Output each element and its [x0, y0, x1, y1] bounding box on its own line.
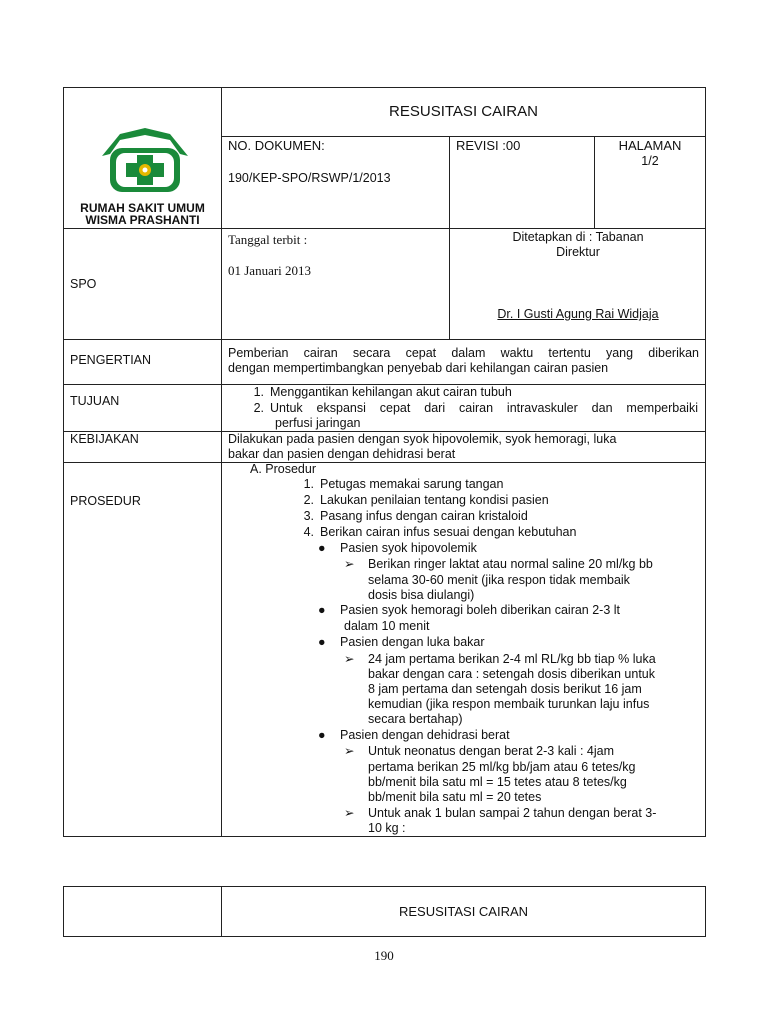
prosedur-section: A. Prosedur: [250, 462, 317, 476]
prosedur-step-3: 3. Pasang infus dengan cairan kristaloid: [303, 509, 528, 523]
tujuan-item-2-cont: perfusi jaringan: [275, 416, 361, 430]
prosedur-step-4: 4. Berikan cairan infus sesuai dengan kebutuhan: [303, 525, 577, 539]
issue-date-value: 01 Januari 2013: [228, 263, 312, 278]
document-title: RESUSITASI CAIRAN: [389, 103, 538, 120]
pengertian-line-1: Pemberian cairan secara cepat dalam waktu tertentu yang diberikan: [228, 346, 699, 360]
prosedur-step-2: 2. Lakukan penilaian tentang kondisi pasien: [303, 493, 549, 507]
arrow-item-neonatus-cont: bb/menit bila satu ml = 15 tetes atau 8 tetes/kg: [368, 775, 627, 789]
tujuan-item-1: 1. Menggantikan kehilangan akut cairan tubuh: [253, 385, 512, 399]
bullet-syok-hemoragi-cont: dalam 10 menit: [344, 619, 430, 633]
page-number: 190: [374, 948, 394, 963]
arrow-item-hipovolemik: ➢ Berikan ringer laktat atau normal saline 20 ml/kg bb: [344, 557, 653, 571]
revision: REVISI :00: [456, 138, 521, 153]
page-value: 1/2: [641, 154, 659, 168]
kebijakan-line-2: bakar dan pasien dengan dehidrasi berat: [228, 447, 456, 461]
bullet-dehidrasi-berat: ● Pasien dengan dehidrasi berat: [318, 728, 510, 742]
hospital-name-line1: RUMAH SAKIT UMUM: [80, 201, 205, 215]
hospital-name-line2: WISMA PRASHANTI: [85, 213, 200, 227]
bullet-syok-hipovolemik: ● Pasien syok hipovolemik: [318, 541, 477, 555]
bullet-luka-bakar: ● Pasien dengan luka bakar: [318, 635, 485, 649]
issue-date-label: Tanggal terbit :: [228, 232, 308, 247]
arrow-item-luka-bakar-cont: secara bertahap): [368, 712, 463, 726]
tujuan-item-2: 2. Untuk ekspansi cepat dari cairan intravaskuler dan memperbaiki: [253, 401, 698, 415]
established-at: Ditetapkan di : Tabanan: [512, 230, 644, 244]
footer-title: RESUSITASI CAIRAN: [398, 904, 529, 919]
arrow-item-neonatus-cont: pertama berikan 25 ml/kg bb/jam atau 6 tetes/kg: [368, 760, 636, 774]
prosedur-step-1: 1. Petugas memakai sarung tangan: [303, 477, 504, 491]
hospital-logo: [100, 126, 190, 196]
doc-number-label: NO. DOKUMEN:: [228, 138, 325, 153]
arrow-item-luka-bakar-cont: 8 jam pertama dan setengah dosis berikut 16 jam: [368, 682, 642, 696]
director-name: Dr. I Gusti Agung Rai Widjaja: [497, 307, 659, 321]
spo-label: SPO: [70, 277, 97, 291]
arrow-item-hipovolemik-cont: selama 30-60 menit (jika respon tidak membaik: [368, 573, 630, 587]
kebijakan-line-1: Dilakukan pada pasien dengan syok hipovolemik, syok hemoragi, luka: [228, 432, 617, 446]
doc-number-value: 190/KEP-SPO/RSWP/1/2013: [228, 171, 391, 185]
bullet-syok-hemoragi: ● Pasien syok hemoragi boleh diberikan cairan 2-3 lt: [318, 603, 621, 617]
director-title: Direktur: [556, 245, 600, 259]
arrow-item-luka-bakar-cont: bakar dengan cara : setengah dosis diberikan untuk: [368, 667, 655, 681]
arrow-item-neonatus: ➢ Untuk neonatus dengan berat 2-3 kali : 4jam: [344, 744, 614, 758]
arrow-item-neonatus-cont: bb/menit bila satu ml = 20 tetes: [368, 790, 542, 804]
pengertian-line-2: dengan mempertimbangkan penyebab dari kehilangan cairan pasien: [228, 361, 609, 375]
kebijakan-label: KEBIJAKAN: [70, 432, 139, 446]
prosedur-label: PROSEDUR: [70, 494, 141, 508]
arrow-item-anak: ➢ Untuk anak 1 bulan sampai 2 tahun dengan berat 3-: [344, 806, 657, 820]
arrow-item-luka-bakar-cont: kemudian (jika respon membaik turunkan laju infus: [368, 697, 650, 711]
pengertian-label: PENGERTIAN: [70, 353, 152, 367]
tujuan-label: TUJUAN: [70, 394, 120, 408]
page-label: HALAMAN: [618, 138, 682, 153]
arrow-item-anak-cont: 10 kg :: [368, 821, 406, 835]
arrow-item-luka-bakar: ➢ 24 jam pertama berikan 2-4 ml RL/kg bb tiap % luka: [344, 652, 656, 666]
arrow-item-hipovolemik-cont: dosis bisa diulangi): [368, 588, 475, 602]
